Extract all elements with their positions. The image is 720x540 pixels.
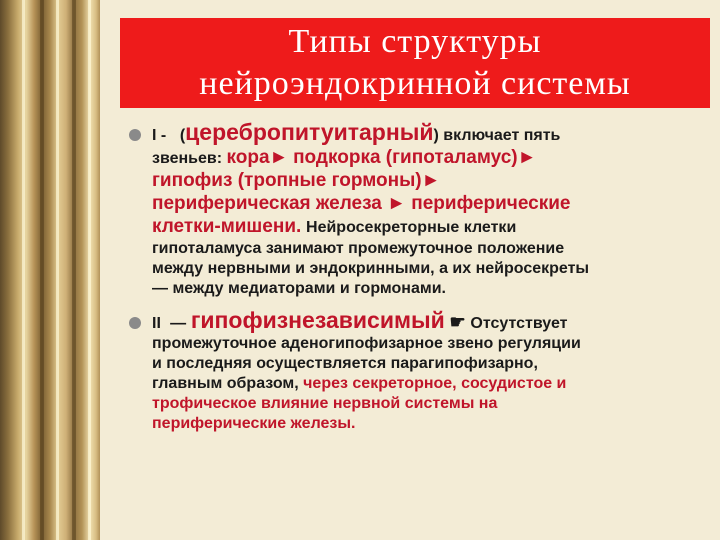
item-1-number: I - [152,127,167,144]
item-1-desc-line-2: гипоталамуса занимают промежуточное положение [152,240,565,257]
item-2-line-6: периферические железы. [152,415,356,432]
title-line-1: Типы структуры [288,23,542,60]
pointing-hand-icon: ☛ [449,312,466,332]
item-2-number: II [152,315,161,332]
chain-gipofiz: гипофиз (тропные гормоны) [152,170,422,191]
item-1-text [152,119,702,299]
item-2-line-2: промежуточное аденогипофизарное звено регуляции [152,335,581,352]
item-1-desc-line-4: — между медиаторами и гормонами. [152,280,446,297]
item-2-desc-start: Отсутствует [470,315,568,332]
item-2-line-5: трофическое влияние нервной системы на [152,395,498,412]
item-1-term: церебропитуитарный [185,119,434,145]
chain-target-cells: клетки-мишени. [152,216,302,237]
chain-kora: кора [226,147,270,168]
arrow-icon: ► [269,147,289,168]
item-2-line-4b: через секреторное, сосудистое и [303,375,567,392]
item-2-line-3: и последняя осуществляется парагипофизарно, [152,355,538,372]
arrow-icon: ► [421,170,441,191]
chain-podkorka: подкорка (гипоталамус) [293,147,518,168]
open-paren: ( [179,127,186,144]
bullet-icon [128,316,142,330]
arrow-icon: ► [517,147,537,168]
item-2-term: гипофизнезависимый [190,307,445,333]
arrow-icon: ► [387,193,406,214]
decorative-sidebar [0,0,100,540]
title-banner [120,18,710,108]
item-2-line-4a: главным образом, [152,375,304,392]
item-2-text [152,307,702,434]
item-2-dash: — [170,315,187,332]
item-1-desc-start: Нейросекреторные клетки [306,219,517,236]
title-line-2: нейроэндокринной системы [199,65,631,102]
item-1-desc-line-3: между нервными и эндокринными, а их нейросекреты [152,260,590,277]
bullet-icon [128,128,142,142]
item-1-prefix: звеньев: [152,150,227,167]
chain-periph-gland: периферическая железа [152,193,382,214]
chain-periph-cells: периферические [411,193,571,214]
item-1-intro: ) включает пять [433,127,561,144]
